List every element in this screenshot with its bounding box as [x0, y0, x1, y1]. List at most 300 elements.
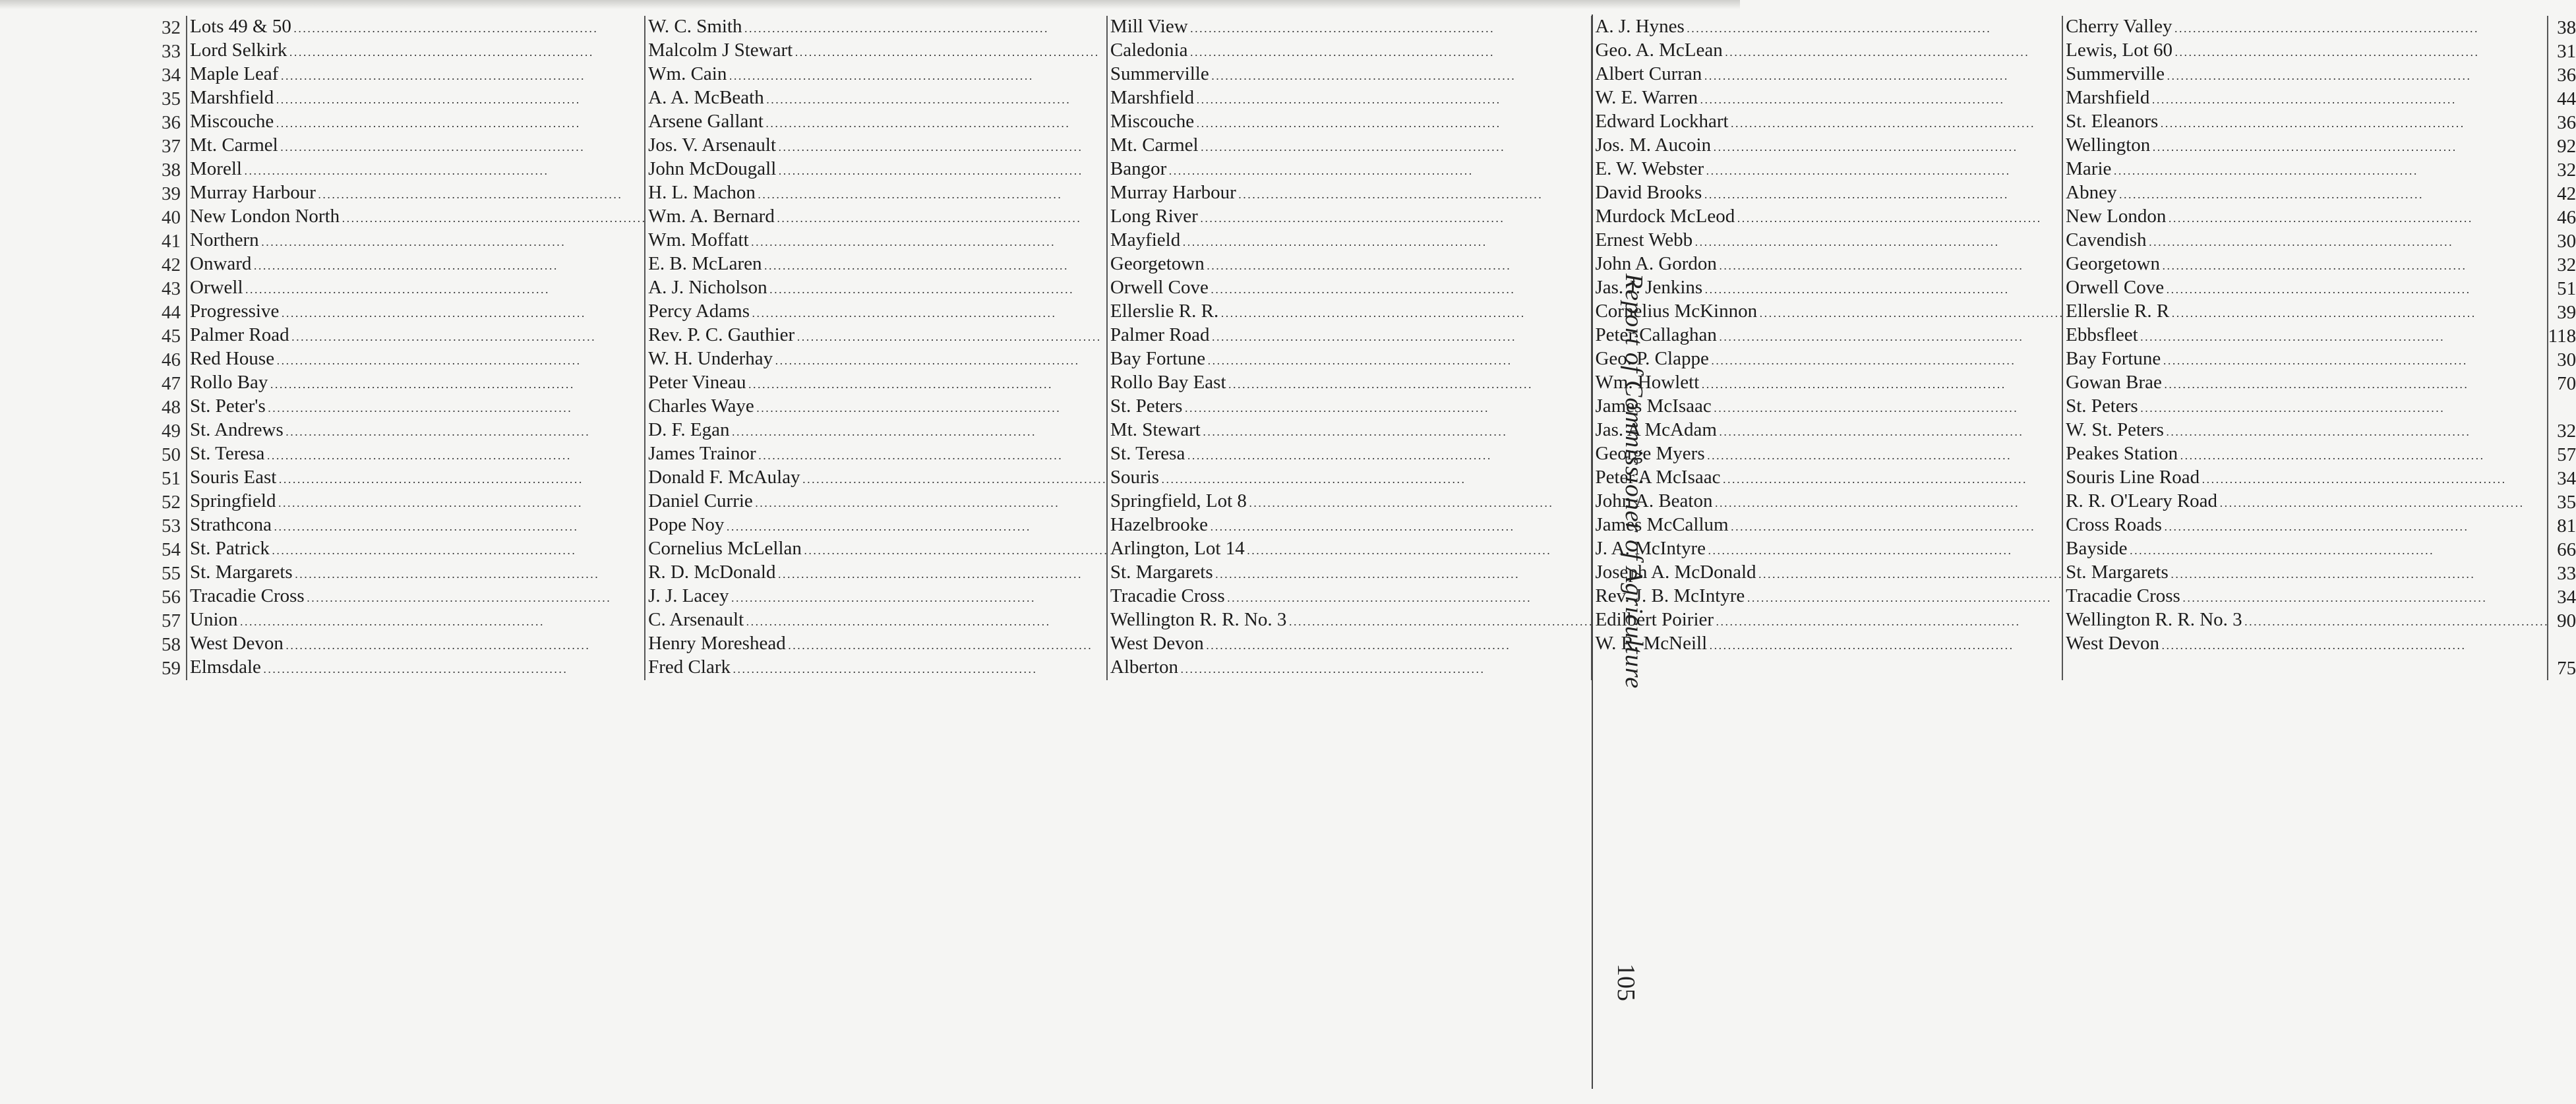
president-name: David Brooks . . .: [1595, 182, 2006, 206]
president-name-cell: [1592, 301, 2062, 324]
table-row: [162, 633, 2576, 656]
secretary-address: Georgetown . . .: [1110, 253, 1509, 277]
secretary-name: Wm. A. Bernard . . .: [648, 206, 1079, 229]
page-number-text: 105: [1612, 964, 1640, 1001]
secretary-name: D. F. Egan . . .: [648, 419, 1034, 443]
association-name-cell: [187, 443, 645, 467]
association-name: Morell . . .: [190, 158, 547, 182]
secretary-name-cell: [645, 372, 1107, 395]
member-count-cell: 70: [2548, 372, 2576, 395]
association-name-cell: [187, 538, 645, 562]
president-address-cell: [2062, 324, 2548, 348]
table-row: [162, 206, 2576, 229]
president-address-cell: [2062, 134, 2548, 158]
association-name-cell: [187, 277, 645, 301]
president-name-cell: [1592, 158, 2062, 182]
row-number-cell: 33: [162, 40, 181, 62]
secretary-address: Ellerslie R. R. . . .: [1110, 301, 1523, 324]
member-count-cell: 42: [2548, 182, 2576, 206]
member-count-cell: 30: [2548, 229, 2576, 253]
association-name: West Devon . . .: [190, 633, 588, 656]
secretary-name-cell: [645, 443, 1107, 467]
secretary-address-cell: [1107, 301, 1592, 324]
association-name-cell: [187, 40, 645, 63]
president-address: Tracadie Cross . . .: [2066, 585, 2485, 609]
president-address-cell: [2062, 467, 2548, 490]
table-row: [162, 16, 2576, 40]
table-row: [162, 253, 2576, 277]
association-name-cell: [187, 372, 645, 395]
secretary-name: Percy Adams . . .: [648, 301, 1054, 324]
secretary-name-cell: [645, 40, 1107, 63]
table-row: [162, 277, 2576, 301]
secretary-address: Rollo Bay East . . .: [1110, 372, 1531, 395]
president-name-cell: [1592, 63, 2062, 87]
president-name-cell: [1592, 395, 2062, 419]
association-name: Rollo Bay . . .: [190, 372, 572, 395]
secretary-address-cell: [1107, 490, 1592, 514]
table-row: [162, 585, 2576, 609]
secretary-address: Alberton . . .: [1110, 656, 1483, 680]
secretary-address-cell: [1107, 182, 1592, 206]
association-name: St. Peter's . . .: [190, 395, 570, 419]
member-count-cell: 35: [2548, 490, 2576, 514]
secretary-address: Bay Fortune . . .: [1110, 348, 1510, 372]
secretary-name: Wm. Cain . . .: [648, 63, 1031, 87]
president-address-cell: [2062, 301, 2548, 324]
association-name: St. Margarets . . .: [190, 562, 597, 585]
association-name-cell: [187, 301, 645, 324]
association-name: Red House . . .: [190, 348, 579, 372]
table-row: [162, 134, 2576, 158]
table-row: [162, 372, 2576, 395]
president-name: Geo. A. McLean . . .: [1595, 40, 2027, 63]
row-number-cell: 47: [162, 372, 181, 394]
secretary-address: St. Peters . . .: [1110, 395, 1487, 419]
association-name-cell: [187, 111, 645, 134]
member-count-cell: 92: [2548, 134, 2576, 158]
secretary-name: C. Arsenault . . .: [648, 609, 1048, 633]
secretary-name: James Trainor . . .: [648, 443, 1061, 467]
president-address: Wellington . . .: [2066, 134, 2455, 158]
president-name-cell: [1592, 656, 2062, 680]
running-title-text: Report of Commissioner of Agriculture: [1620, 274, 1648, 689]
president-name-cell: [1592, 324, 2062, 348]
president-name: James McIsaac . . .: [1595, 395, 2016, 419]
secretary-name-cell: [645, 301, 1107, 324]
president-name-cell: [1592, 562, 2062, 585]
president-address-cell: [2062, 633, 2548, 656]
secretary-address: Mt. Stewart . . .: [1110, 419, 1505, 443]
secretary-name-cell: [645, 63, 1107, 87]
secretary-address-cell: [1107, 372, 1592, 395]
president-name: Edward Lockhart . . .: [1595, 111, 2033, 134]
association-name-cell: [187, 134, 645, 158]
secretary-address-cell: [1107, 656, 1592, 680]
president-address: W. St. Peters . . .: [2066, 419, 2469, 443]
secretary-address: Summerville . . .: [1110, 63, 1514, 87]
secretary-name: W. H. Underhay . . .: [648, 348, 1077, 372]
secretary-address: Murray Harbour . . .: [1110, 182, 1541, 206]
president-name: J. A. McIntyre . . .: [1595, 538, 2010, 562]
member-count-cell: 66: [2548, 538, 2576, 562]
member-count-cell: 51: [2548, 277, 2576, 301]
president-name: John A. Beaton . . .: [1595, 490, 2017, 514]
association-name: Progressive . . .: [190, 301, 584, 324]
president-name: Albert Curran . . .: [1595, 63, 2006, 87]
member-count-cell: 34: [2548, 467, 2576, 490]
president-address: St. Peters . . .: [2066, 395, 2443, 419]
member-count-cell: 38: [2548, 16, 2576, 40]
row-number-cell: 32: [162, 16, 181, 38]
row-number-cell: 39: [162, 183, 181, 204]
secretary-name: Pope Noy . . .: [648, 514, 1029, 538]
association-name: Lord Selkirk . . .: [190, 40, 591, 63]
secretary-name-cell: [645, 514, 1107, 538]
association-name-cell: [187, 182, 645, 206]
secretary-address: Mayfield . . .: [1110, 229, 1485, 253]
row-number-cell: 40: [162, 206, 181, 228]
secretary-name: E. B. McLaren . . .: [648, 253, 1066, 277]
president-address: Abney . . .: [2066, 182, 2421, 206]
secretary-name: Jos. V. Arsenault . . .: [648, 134, 1081, 158]
row-number-cell: 52: [162, 491, 181, 513]
association-name: Onward . . .: [190, 253, 556, 277]
president-address-cell: [2062, 206, 2548, 229]
association-name: Lots 49 & 50 . . .: [190, 16, 596, 40]
table-row: [162, 324, 2576, 348]
association-name: New London North . . .: [190, 206, 644, 229]
secretary-address-cell: [1107, 633, 1592, 656]
president-address-cell: [2062, 419, 2548, 443]
member-count-cell: 36: [2548, 63, 2576, 87]
president-name-cell: [1592, 514, 2062, 538]
secretary-name-cell: [645, 134, 1107, 158]
member-count-cell: 31: [2548, 40, 2576, 63]
president-name: Jas. A McAdam . . .: [1595, 419, 2021, 443]
secretary-name-cell: [645, 467, 1107, 490]
president-name-cell: [1592, 419, 2062, 443]
member-count-cell: [2548, 395, 2576, 419]
secretary-address-cell: [1107, 229, 1592, 253]
president-address: Peakes Station . . .: [2066, 443, 2482, 467]
president-address: St. Margarets . . .: [2066, 562, 2473, 585]
association-name-cell: [187, 87, 645, 111]
scan-edge-shadow: [0, 0, 1740, 9]
margin-rule: [1592, 15, 1593, 1089]
secretary-address: Souris . . .: [1110, 467, 1464, 490]
table-row: [162, 229, 2576, 253]
president-name: John A. Gordon . . .: [1595, 253, 2021, 277]
secretary-name-cell: [645, 538, 1107, 562]
association-name: Palmer Road . . .: [190, 324, 594, 348]
president-address-cell: [2062, 111, 2548, 134]
president-name: George Myers . . .: [1595, 443, 2009, 467]
president-name: Peter Callaghan . . .: [1595, 324, 2021, 348]
secretary-name-cell: [645, 419, 1107, 443]
president-address: West Devon . . .: [2066, 633, 2464, 656]
president-address: R. R. O'Leary Road . . .: [2066, 490, 2522, 514]
row-number-cell: 37: [162, 135, 181, 157]
association-name: St. Andrews . . .: [190, 419, 588, 443]
secretary-address-cell: [1107, 63, 1592, 87]
row-number-cell: 55: [162, 562, 181, 584]
association-name: St. Teresa . . .: [190, 443, 569, 467]
table-row: [162, 443, 2576, 467]
president-address-cell: [2062, 348, 2548, 372]
member-count-cell: [2548, 633, 2576, 656]
president-address-cell: [2062, 538, 2548, 562]
row-number-cell: 50: [162, 444, 181, 465]
secretary-name-cell: [645, 206, 1107, 229]
row-number-cell: 53: [162, 515, 181, 537]
secretary-address-cell: [1107, 253, 1592, 277]
table-row: [162, 158, 2576, 182]
secretary-name-cell: [645, 229, 1107, 253]
member-count-cell: 34: [2548, 585, 2576, 609]
association-name: Strathcona . . .: [190, 514, 576, 538]
table-row: [162, 656, 2576, 680]
secretary-name-cell: [645, 111, 1107, 134]
table-row: [162, 301, 2576, 324]
president-address: Marshfield . . .: [2066, 87, 2454, 111]
row-number-cell: 41: [162, 230, 181, 252]
president-address: Ebbsfleet . . .: [2066, 324, 2443, 348]
secretary-name-cell: [645, 277, 1107, 301]
president-address: St. Eleanors . . .: [2066, 111, 2463, 134]
president-name-cell: [1592, 40, 2062, 63]
row-number-cell: 56: [162, 586, 181, 608]
association-name-cell: [187, 63, 645, 87]
secretary-name: Daniel Currie . . .: [648, 490, 1058, 514]
association-name-cell: [187, 395, 645, 419]
association-name: Marshfield . . .: [190, 87, 578, 111]
table-row: [162, 419, 2576, 443]
president-name-cell: [1592, 206, 2062, 229]
secretary-address-cell: [1107, 538, 1592, 562]
member-count-cell: 44: [2548, 87, 2576, 111]
secretary-name: H. L. Machon . . .: [648, 182, 1060, 206]
president-name-cell: [1592, 538, 2062, 562]
secretary-name-cell: [645, 395, 1107, 419]
president-name: Jas. J. Jenkins . . .: [1595, 277, 2007, 301]
president-name: Ernest Webb . . .: [1595, 229, 1997, 253]
association-name: Maple Leaf . . .: [190, 63, 583, 87]
secretary-address-cell: [1107, 395, 1592, 419]
president-address: Orwell Cove . . .: [2066, 277, 2469, 301]
president-name-cell: [1592, 585, 2062, 609]
president-address-cell: [2062, 158, 2548, 182]
secretary-address: Palmer Road . . .: [1110, 324, 1514, 348]
secretary-name: Donald F. McAulay . . .: [648, 467, 1104, 490]
association-name-cell: [187, 348, 645, 372]
president-address-cell: [2062, 395, 2548, 419]
secretary-name: J. J. Lacey . . .: [648, 585, 1033, 609]
member-count-cell: 118: [2548, 324, 2576, 348]
president-name: Cornelius McKinnon . . .: [1595, 301, 2062, 324]
president-name: Joseph A. McDonald . . .: [1595, 562, 2060, 585]
secretary-name-cell: [645, 158, 1107, 182]
secretary-name: Wm. Moffatt . . .: [648, 229, 1054, 253]
president-address: Cross Roads . . .: [2066, 514, 2467, 538]
association-name: Miscouche . . .: [190, 111, 578, 134]
secretary-name: A. A. McBeath . . .: [648, 87, 1069, 111]
secretary-address-cell: [1107, 134, 1592, 158]
secretary-address-cell: [1107, 514, 1592, 538]
president-name-cell: [1592, 277, 2062, 301]
secretary-name-cell: [645, 609, 1107, 633]
president-address-cell: [2062, 16, 2548, 40]
president-address: Lewis, Lot 60 . . .: [2066, 40, 2477, 63]
secretary-name-cell: [645, 490, 1107, 514]
table-row: [162, 514, 2576, 538]
president-name-cell: [1592, 348, 2062, 372]
secretary-name-cell: [645, 562, 1107, 585]
secretary-name-cell: [645, 585, 1107, 609]
secretary-name-cell: [645, 656, 1107, 680]
president-name: Peter A McIsaac . . .: [1595, 467, 2025, 490]
table-body: [162, 16, 2576, 680]
president-address-cell: [2062, 229, 2548, 253]
member-count-cell: 32: [2548, 158, 2576, 182]
president-address: New London . . .: [2066, 206, 2471, 229]
president-address-cell: [2062, 585, 2548, 609]
secretary-name: R. D. McDonald . . .: [648, 562, 1080, 585]
row-number-cell: 57: [162, 610, 181, 631]
secretary-name-cell: [645, 348, 1107, 372]
president-address: Ellerslie R. R . . .: [2066, 301, 2474, 324]
member-count-cell: 36: [2548, 111, 2576, 134]
row-number-cell: 43: [162, 277, 181, 299]
president-name: E. W. Webster . . .: [1595, 158, 2008, 182]
secretary-address-cell: [1107, 419, 1592, 443]
association-name-cell: [187, 419, 645, 443]
secretary-name: Malcolm J Stewart . . .: [648, 40, 1097, 63]
association-name-cell: [187, 514, 645, 538]
president-address-cell: [2062, 253, 2548, 277]
association-name-cell: [187, 206, 645, 229]
president-address-cell: [2062, 562, 2548, 585]
association-name-cell: [187, 585, 645, 609]
secretary-address-cell: [1107, 562, 1592, 585]
row-number-cell: 54: [162, 538, 181, 560]
president-name-cell: [1592, 253, 2062, 277]
secretary-address-cell: [1107, 467, 1592, 490]
president-name: Murdock McLeod . . .: [1595, 206, 2039, 229]
association-name: Murray Harbour . . .: [190, 182, 620, 206]
member-count-cell: 81: [2548, 514, 2576, 538]
president-name-cell: [1592, 443, 2062, 467]
table-row: [162, 182, 2576, 206]
secretary-name-cell: [645, 633, 1107, 656]
secretary-address-cell: [1107, 609, 1592, 633]
member-count-cell: 90: [2548, 609, 2576, 633]
table-row: [162, 467, 2576, 490]
member-count-cell: 57: [2548, 443, 2576, 467]
association-name-cell: [187, 158, 645, 182]
secretary-address-cell: [1107, 16, 1592, 40]
secretary-name: Arsene Gallant . . .: [648, 111, 1068, 134]
secretary-address: Arlington, Lot 14 . . .: [1110, 538, 1549, 562]
page-number: [1607, 964, 1647, 1010]
table-row: [162, 562, 2576, 585]
secretary-name: Rev. P. C. Gauthier . . .: [648, 324, 1099, 348]
secretary-address: Bangor . . .: [1110, 158, 1471, 182]
secretary-address-cell: [1107, 324, 1592, 348]
president-address: Bayside . . .: [2066, 538, 2432, 562]
president-address-cell: [2062, 443, 2548, 467]
secretary-name: Cornelius McLellan . . .: [648, 538, 1106, 562]
running-title: [1620, 274, 1650, 748]
association-name: Union . . .: [190, 609, 543, 633]
row-number-cell: 35: [162, 88, 181, 109]
president-name: W. R. McNeill . . .: [1595, 633, 2012, 656]
secretary-name-cell: [645, 324, 1107, 348]
president-name-cell: [1592, 134, 2062, 158]
member-count-cell: 33: [2548, 562, 2576, 585]
secretary-name: Henry Moreshead . . .: [648, 633, 1091, 656]
president-name: James McCallum . . .: [1595, 514, 2033, 538]
president-address-cell: [2062, 40, 2548, 63]
table-row: [162, 348, 2576, 372]
association-name: Elmsdale . . .: [190, 656, 566, 680]
association-name-cell: [187, 490, 645, 514]
president-name: Wm. Howlett . . .: [1595, 372, 2004, 395]
secretary-address: Miscouche . . .: [1110, 111, 1499, 134]
row-number-cell: 58: [162, 633, 181, 655]
association-name: Tracadie Cross . . .: [190, 585, 609, 609]
association-name-cell: [187, 467, 645, 490]
president-name-cell: [1592, 490, 2062, 514]
secretary-address-cell: [1107, 87, 1592, 111]
table-row: [162, 87, 2576, 111]
president-address: Gowan Brae . . .: [2066, 372, 2467, 395]
association-name-cell: [187, 253, 645, 277]
president-address: Souris Line Road . . .: [2066, 467, 2504, 490]
association-name-cell: [187, 656, 645, 680]
association-table: [162, 16, 2576, 680]
secretary-name-cell: [645, 87, 1107, 111]
president-address-cell: [2062, 490, 2548, 514]
row-number-cell: 48: [162, 396, 181, 418]
president-name: Jos. M. Aucoin . . .: [1595, 134, 2016, 158]
president-address: Cherry Valley . . .: [2066, 16, 2476, 40]
table-row: [162, 40, 2576, 63]
secretary-address-cell: [1107, 585, 1592, 609]
president-name-cell: [1592, 372, 2062, 395]
row-number-cell: 38: [162, 159, 181, 181]
member-count-cell: 75: [2548, 656, 2576, 680]
row-number-cell: 34: [162, 64, 181, 86]
secretary-address: Tracadie Cross . . .: [1110, 585, 1530, 609]
secretary-address: Hazelbrooke . . .: [1110, 514, 1513, 538]
secretary-address: St. Teresa . . .: [1110, 443, 1489, 467]
association-name-cell: [187, 562, 645, 585]
secretary-address-cell: [1107, 443, 1592, 467]
president-name-cell: [1592, 87, 2062, 111]
president-address: Cavendish . . .: [2066, 229, 2451, 253]
secretary-address: Mill View . . .: [1110, 16, 1493, 40]
row-number-cell: 36: [162, 111, 181, 133]
table-row: [162, 609, 2576, 633]
president-name-cell: [1592, 633, 2062, 656]
president-address-cell: [2062, 277, 2548, 301]
member-count-cell: 46: [2548, 206, 2576, 229]
association-name-cell: [187, 324, 645, 348]
president-address-cell: [2062, 182, 2548, 206]
president-name: Edilbert Poirier . . .: [1595, 609, 2018, 633]
secretary-name-cell: [645, 182, 1107, 206]
